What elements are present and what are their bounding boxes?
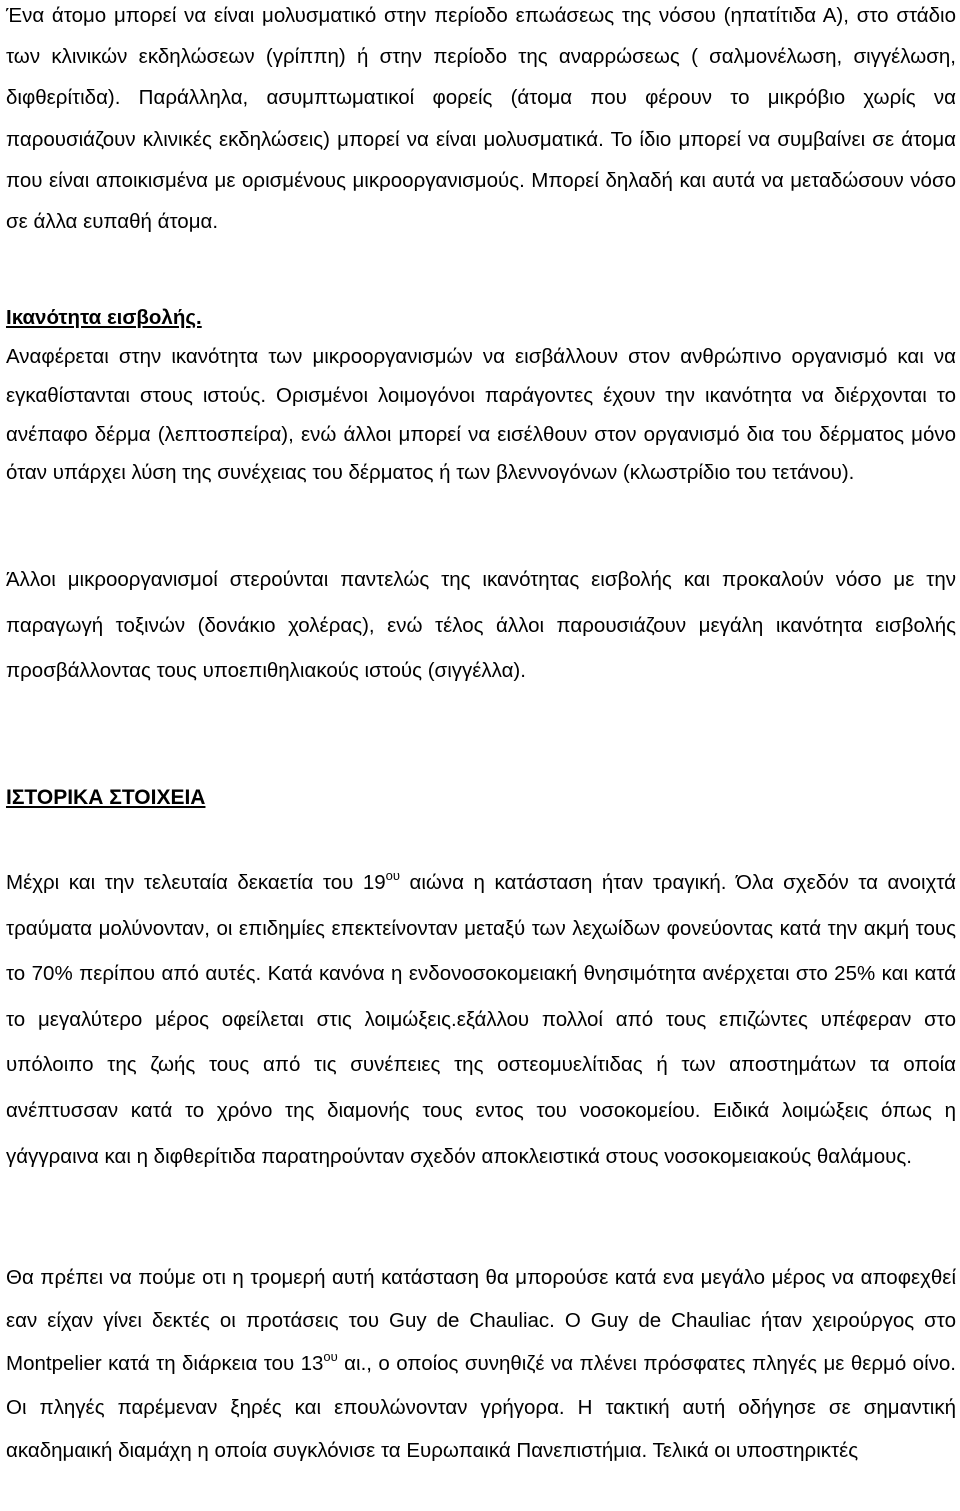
paragraph-history — [6, 860, 956, 1179]
history-text-end: αιώνα η κατάσταση ήταν τραγική. Όλα σχεδόν τα ανοιχτά τραύματα μολύνονταν, οι επιδημίες επεκτείνονταν μεταξύ των λεχωίδων φονεύοντας κατά την ακμή τους το 70% περίπου από αυτές. Κατά κανόνα η ενδονοσοκομειακή θνησιμότητα ανέρχεται στο 25% και κατά το μεγαλύτερο μέρος οφείλεται στις λοιμώξεις.εξάλλου πολλοί από τους επιζώντες υπέφεραν στο υπόλοιπο της ζωής τους από τις συνέπειες της οστεομυελίτιδας ή των αποστημάτων τα οποία ανέπτυσσαν κατά το χρόνο της διαμονής τους εντος του νοσοκομείου. Ειδικά λοιμώξεις όπως η γάγγραινα και η διφθερίτιδα παρατηρούνταν σχεδόν αποκλειστικά στους νοσοκομειακούς θαλάμους. — [6, 871, 956, 1168]
history-text-start: Μέχρι και την τελευταία δεκαετία του 19 — [6, 871, 386, 894]
chauliac-text-end: αι., ο οποίος συνηθιζέ να πλένει πρόσφατες πληγές με θερμό οίνο. Οι πληγές παρέμεναν ξηρές και επουλώνονταν γρήγορα. Η τακτική αυτή οδήγησε σε σημαντική ακαδημαική διαμάχη η οποία συγκλόνισε τα Ευρωπαικά Πανεπιστήμια. Τελικά οι υποστηρικτές — [6, 1352, 956, 1462]
heading-history: ΙΣΤΟΡΙΚΑ ΣΤΟΙΧΕΙΑ — [6, 786, 206, 809]
history-superscript: ου — [385, 868, 400, 883]
paragraph-toxins: Άλλοι μικροοργανισμοί στερούνται παντελώς της ικανότητας εισβολής και προκαλούν νόσο με την παραγωγή τοξινών (δονάκιο χολέρας), ενώ τέλος άλλοι παρουσιάζουν μεγάλη ικανότητα εισβολής προσβάλλοντας τους υποεπιθηλιακούς ιστούς (σιγγέλλα). — [6, 568, 956, 683]
paragraph-invasiveness: Αναφέρεται στην ικανότητα των μικροοργανισμών να εισβάλλουν στον ανθρώπινο οργανισμό και να εγκαθίστανται στους ιστούς. Ορισμένοι λοιμογόνοι παράγοντες έχουν την ικανότητα να διέρχονται το ανέπαφο δέρμα (λεπτοσπείρα), ενώ άλλοι μπορεί να εισέλθουν στον οργανισμό δια του δέρματος μόνο όταν υπάρχει λύση της συνέχειας του δέρματος ή των βλεννογόνων (κλωστρίδιο του τετάνου). — [6, 345, 956, 485]
chauliac-text-start: Θα πρέπει να πούμε οτι η τρομερή αυτή κατάσταση θα μπορούσε κατά ενα μεγάλο μέρος να αποφεχθεί εαν είχαν γίνει δεκτές οι προτάσεις του Guy de Chauliac. O Guy de Chauliac ήταν χειρούργος στο Montpelier κατά τη διάρκεια του 13 — [6, 1266, 956, 1376]
chauliac-superscript: ου — [323, 1349, 338, 1365]
paragraph-infectious-periods: Ένα άτομο μπορεί να είναι μολυσματικό στην περίοδο επωάσεως της νόσου (ηπατίτιδα Α), στο στάδιο των κλινικών εκδηλώσεων (γρίππη) ή στην περίοδο της αναρρώσεως ( σαλμονέλωση, σιγγέλωση, διφθερίτιδα). Παράλληλα, ασυμπτωματικοί φορείς (άτομα που φέρουν το μικρόβιο χωρίς να παρουσιάζουν κλινικές εκδηλώσεις) μπορεί να είναι μολυσματικά. Το ίδιο μπορεί να συμβαίνει σε άτομα που είναι αποικισμένα με ορισμένους μικροοργανισμούς. Μπορεί δηλαδή και αυτά να μεταδώσουν νόσο σε άλλα ευπαθή άτομα. — [6, 4, 956, 234]
paragraph-guy-de-chauliac — [6, 1256, 956, 1472]
heading-invasiveness: Ικανότητα εισβολής. — [6, 306, 202, 329]
